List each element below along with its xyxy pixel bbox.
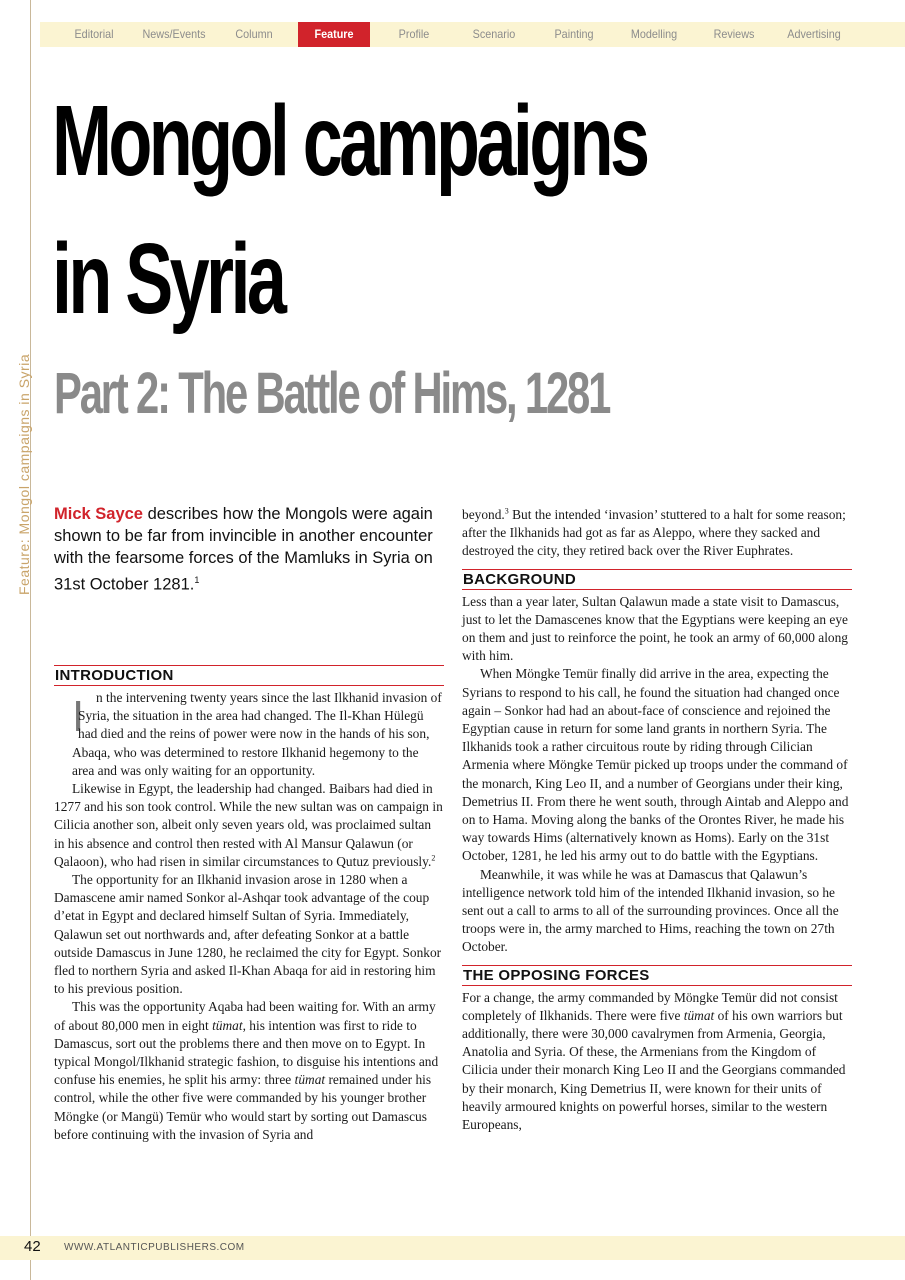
nav-item-editorial[interactable]: Editorial	[74, 27, 114, 41]
section-heading-introduction: INTRODUCTION	[54, 665, 444, 686]
intro-p2-text: Likewise in Egypt, the leadership had changed. Baibars had died in 1277 and his son took control. While the new sultan was on campaign in Cilicia another son, albeit only seven years old, was proclaimed sultan in his absence and control then rested with Al Mansur Qalawun (or Qalaoon), who had risen in similar circumstances to Qutuz previously.	[54, 781, 443, 869]
intro-p4-text-a: This was the opportunity Aqaba had been waiting for. With an army of about 80,000 men in eight	[54, 999, 436, 1033]
intro-paragraph-3: The opportunity for an Ilkhanid invasion arose in 1280 when a Damascene amir named Sonkor al-Ashqar took advantage of the coup d’etat in Egypt and declared himself Sultan of Syria. Immediately, Qalawun set out northwards and, after defeating Sonkor at a battle outside Damascus in June 1280, he reclaimed the city for Egypt. Sonkor fled to northern Syria and asked Il-Khan Abaqa for aid in restoring him to his previous position.	[54, 872, 442, 997]
background-paragraph-1: Less than a year later, Sultan Qalawun made a state visit to Damascus, just to let the Damascenes know that the Egyptians were keeping an eye on them and just to reinforce the point, he took an army of 60,000 along with him.	[462, 593, 849, 664]
right-column	[462, 506, 852, 1134]
section-nav	[40, 22, 905, 47]
italic-term: tümat	[294, 1072, 326, 1088]
intro-paragraph-2	[54, 780, 444, 871]
author-name: Mick Sayce	[54, 505, 143, 523]
title-line-2: in Syria	[52, 223, 284, 335]
footnote-ref: 2	[431, 853, 436, 863]
article-deck	[54, 503, 446, 596]
nav-item-news-events[interactable]: News/Events	[142, 27, 206, 41]
background-paragraph-2: When Möngke Temür finally did arrive in the area, expecting the Syrians to respond to his call, he found the situation had changed once again – Sonkor had had an about-face of conscience and rejoined the Egyptian cause in return for some land grants in northern Syria. The Ilkhanids took a rather circuitous route by riding through Cilician Armenia where Möngke Temür picked up troops under the command of the monarch, King Leo II, and a number of Georgians under their king, Demetrius II. From there he went south, through Aintab and Aleppo and on to Hama. Moving along the banks of the Orontes River, he made his way towards Hims (alternatively known as Homs). Early on the 31st October, 1281, he led his army out to do battle with the Egyptians.	[462, 666, 849, 864]
continuation-text-b: But the intended ‘invasion’ stuttered to a halt for some reason; after the Ilkhanids had got as far as Aleppo, where they sacked and destroyed the city, they retired back over the River Euphrates.	[462, 507, 846, 559]
title-line-1: Mongol campaigns	[52, 85, 647, 197]
opposing-forces-paragraph-1	[462, 989, 852, 1135]
nav-item-column[interactable]: Column	[235, 27, 273, 41]
continuation-paragraph	[462, 506, 852, 561]
footnote-ref: 3	[504, 506, 509, 516]
nav-item-feature[interactable]: Feature	[298, 22, 370, 47]
deck-text: describes how the Mongols were again shown to be far from invincible in another encounter with the fearsome forces of the Mamluks in Syria on 31st October 1281.	[54, 505, 433, 594]
side-section-label: Feature: Mongol campaigns in Syria	[16, 353, 32, 595]
nav-item-profile[interactable]: Profile	[398, 27, 430, 41]
drop-cap: I	[72, 692, 85, 741]
page-number: 42	[24, 1238, 41, 1255]
intro-paragraph-1	[54, 689, 444, 780]
nav-item-modelling[interactable]: Modelling	[630, 27, 678, 41]
footnote-ref: 1	[194, 575, 200, 585]
italic-term: tümat	[683, 1007, 715, 1023]
article-subtitle: Part 2: The Battle of Hims, 1281	[54, 361, 610, 426]
intro-paragraph-4	[54, 998, 444, 1144]
background-paragraph-3: Meanwhile, it was while he was at Damascus that Qalawun’s intelligence network told him of the intended Ilkhanid invasion, so he sent out a call to arms to all of the surrounding provinces. Once all the troops were in, the army marched to Hims, reaching the town on 27th October.	[462, 866, 839, 955]
nav-item-painting[interactable]: Painting	[554, 27, 594, 41]
forces-text-b: of his own warriors but additionally, there were 30,000 cavalrymen from Armenia, Georgia, Anatolia and Syria. Of these, the Armenians from the Kingdom of Cilicia under their monarch King Leo II and the Georgians commanded by their monarch, King Demetrius II, were known for their units of heavily armoured knights on powerful horses, similar to the western Europeans,	[462, 1007, 846, 1133]
forces-text-a: For a change, the army commanded by Möngke Temür did not consist completely of Ilkhanids. There were five	[462, 989, 838, 1023]
section-heading-opposing-forces: THE OPPOSING FORCES	[462, 965, 852, 986]
left-column	[54, 665, 444, 1144]
nav-item-reviews[interactable]: Reviews	[713, 27, 755, 41]
nav-item-scenario[interactable]: Scenario	[472, 27, 516, 41]
publisher-url[interactable]: WWW.ATLANTICPUBLISHERS.COM	[64, 1242, 245, 1253]
nav-item-advertising[interactable]: Advertising	[787, 27, 841, 41]
article-title	[52, 72, 646, 348]
intro-p4-text-b: , his intention was first to ride to Damascus, sort out the problems there and then move on to Egypt. In typical Mongol/Ilkhanid strategic fashion, to disguise his intentions and confuse his enemies, he split his army: three	[54, 1017, 439, 1088]
margin-rule	[30, 0, 31, 1280]
italic-term: tümat	[212, 1017, 243, 1033]
continuation-text-a: beyond.	[462, 507, 505, 522]
intro-p4-text-c: remained under his control, while the other five were commanded by his younger brother Möngke (or Mangü) Temür who would start by sorting out Damascus before continuing with the invasion of Syria and	[54, 1072, 432, 1142]
intro-p1-text: n the intervening twenty years since the last Ilkhanid invasion of Syria, the situation in the area had changed. The Il-Khan Hülegü had died and the reins of power were now in the hands of his son, Abaqa, who was determined to restore Ilkhanid hegemony to the area and was only waiting for an opportunity.	[72, 690, 442, 778]
section-heading-background: BACKGROUND	[462, 569, 852, 590]
